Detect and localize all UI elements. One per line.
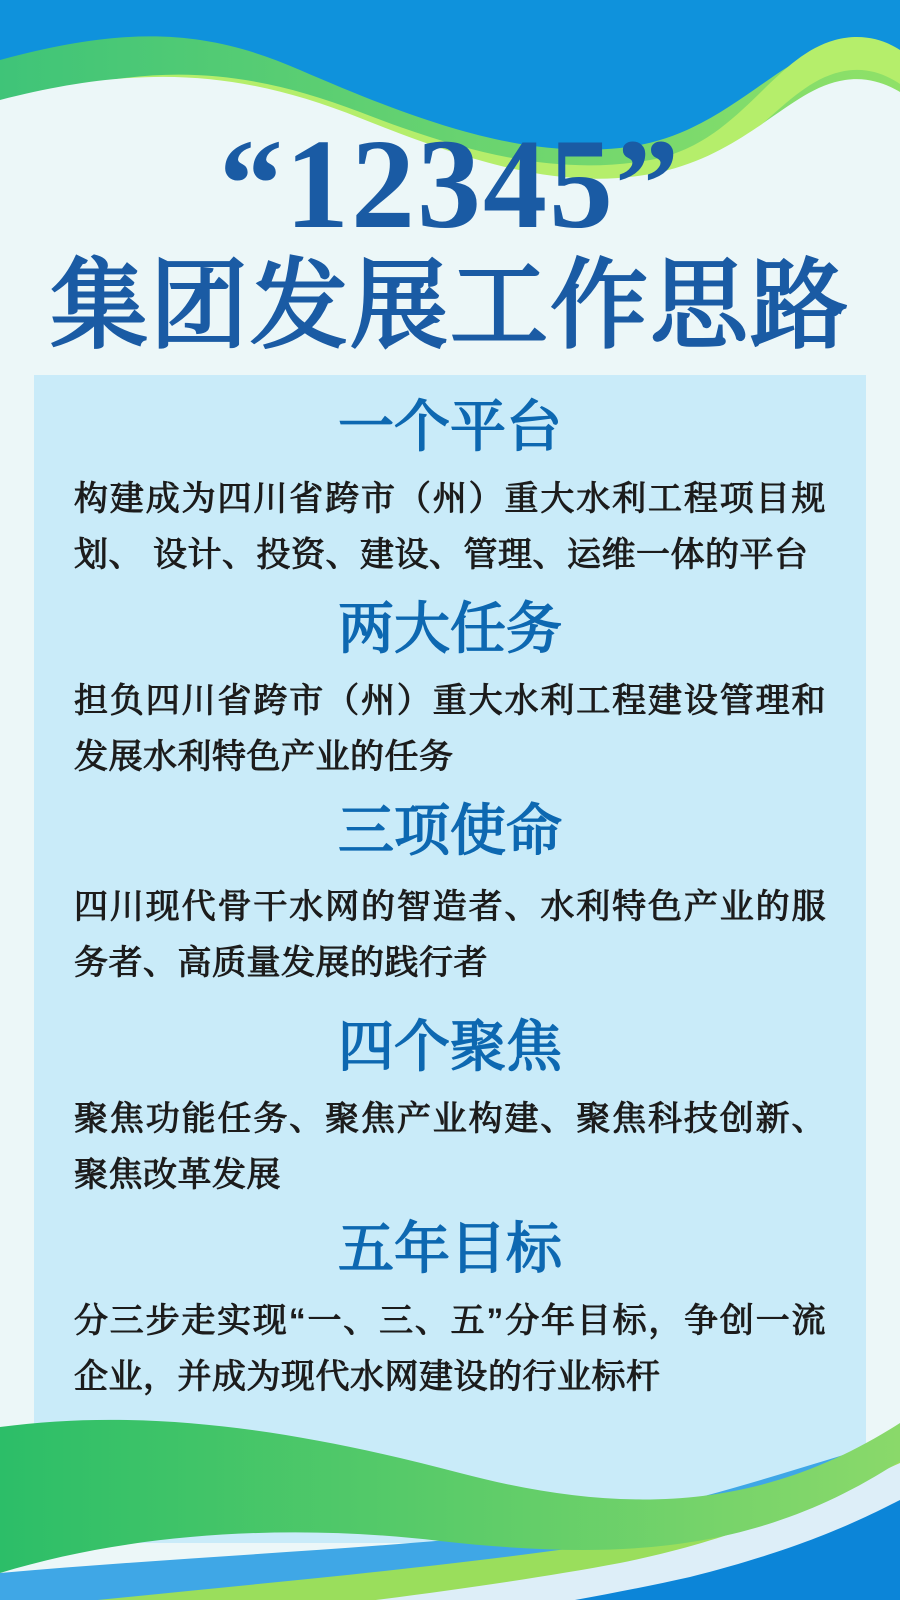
page-title-number: “12345” [219,113,681,255]
bottom-wave-decoration [0,1365,900,1600]
section-one-platform [74,395,826,583]
poster-title [0,113,900,361]
section-heading-four-focuses: 四个聚焦 [338,1015,562,1078]
section-heading-three-missions: 三项使命 [338,799,562,862]
section-heading-one-platform: 一个平台 [338,395,562,458]
section-three-missions [74,799,826,991]
page-title-text: 集团发展工作思路 [49,253,850,361]
section-body-four-focuses: 聚焦功能任务、聚焦产业构建、聚焦科技创新、 聚焦改革发展 [74,1100,826,1194]
section-body-one-platform: 构建成为四川省跨市（州）重大水利工程项目规划、 设计、投资、建设、管理、运维一体的平台 [74,480,826,574]
section-body-three-missions: 四川现代骨干水网的智造者、水利特色产业的服务者、高质量发展的践行者 [74,888,826,982]
section-body-five-year-goals: 分三步走实现“一、三、五”分年目标，争创一流企业，并成为现代水网建设的行业标杆 [74,1302,826,1396]
section-heading-two-tasks: 两大任务 [338,597,562,660]
section-heading-five-year-goals: 五年目标 [338,1217,562,1280]
section-body-two-tasks: 担负四川省跨市（州）重大水利工程建设管理和发展水利特色产业的任务 [74,682,826,776]
content-panel-inner [34,375,866,1405]
section-two-tasks [74,597,826,785]
section-four-focuses [74,1015,826,1203]
